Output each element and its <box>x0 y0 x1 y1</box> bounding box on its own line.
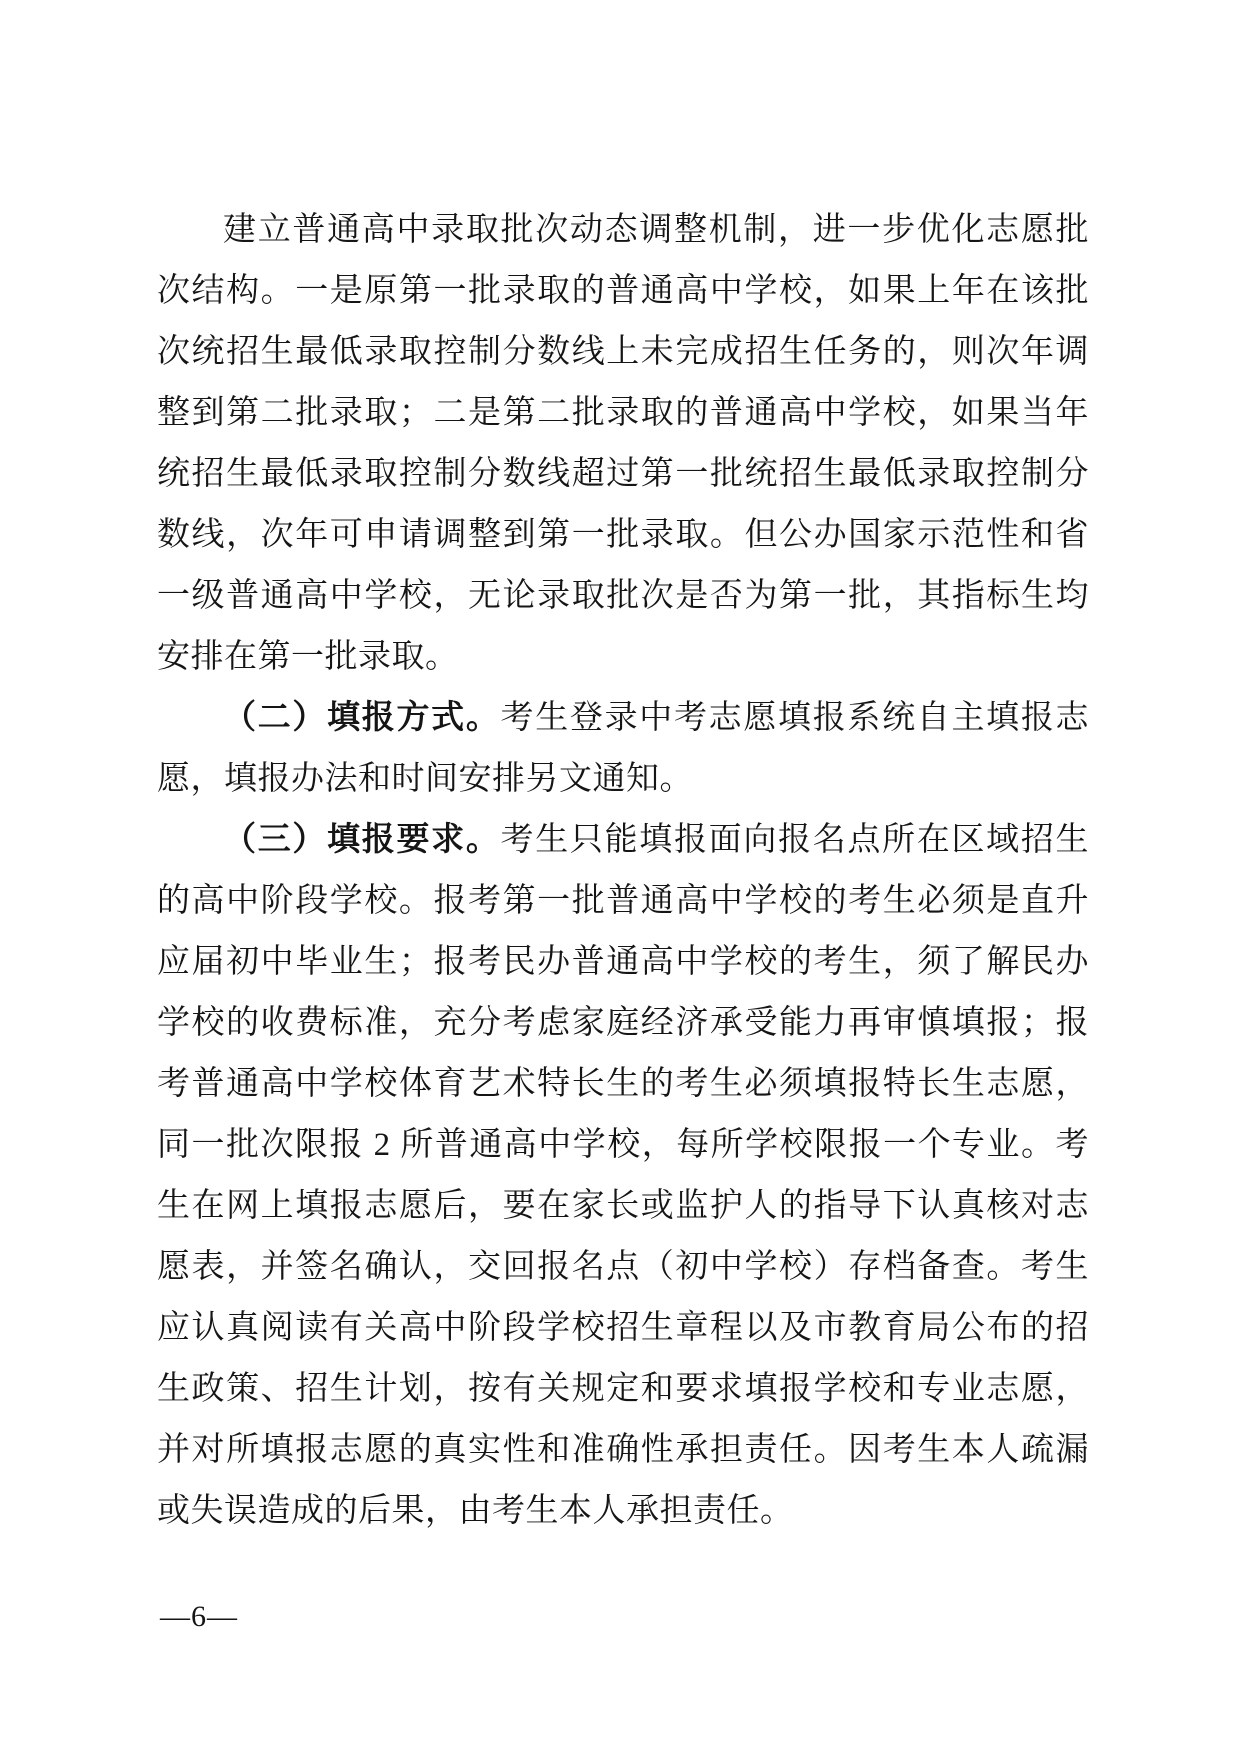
paragraph-filling-requirements <box>157 810 1089 1542</box>
page-footer <box>160 1600 238 1634</box>
document-body <box>157 200 1089 1542</box>
paragraph-filling-method <box>157 688 1089 810</box>
paragraph-batch-adjustment <box>157 200 1089 688</box>
paragraph-lead: （二）填报方式。 <box>223 700 501 736</box>
paragraph-text: 考生只能填报面向报名点所在区域招生的高中阶段学校。报考第一批普通高中学校的考生必须是直升应届初中毕业生；报考民办普通高中学校的考生，须了解民办学校的收费标准，充分考虑家庭经济承受能力再审慎填报；报考普通高中学校体育艺术特长生的考生必须填报特长生志愿，同一批次限报 2 所普通高中学校，每所学校限报一个专业。考生在网上填报志愿后，要在家长或监护人的指导下认真核对志愿表，并签名确认，交回报名点（初中学校）存档备查。考生应认真阅读有关高中阶段学校招生章程以及市教育局公布的招生政策、招生计划，按有关规定和要求填报学校和专业志愿，并对所填报志愿的真实性和准确性承担责任。因考生本人疏漏或失误造成的后果，由考生本人承担责任。 <box>157 822 1089 1529</box>
page-number: —6— <box>160 1600 238 1633</box>
paragraph-text: 考生登录中考志愿填报系统自主填报志愿，填报办法和时间安排另文通知。 <box>157 700 1089 797</box>
paragraph-text: 建立普通高中录取批次动态调整机制，进一步优化志愿批次结构。一是原第一批录取的普通高中学校，如果上年在该批次统招生最低录取控制分数线上未完成招生任务的，则次年调整到第二批录取；二是第二批录取的普通高中学校，如果当年统招生最低录取控制分数线超过第一批统招生最低录取控制分数线，次年可申请调整到第一批录取。但公办国家示范性和省一级普通高中学校，无论录取批次是否为第一批，其指标生均安排在第一批录取。 <box>157 212 1089 675</box>
paragraph-lead: （三）填报要求。 <box>223 822 501 858</box>
